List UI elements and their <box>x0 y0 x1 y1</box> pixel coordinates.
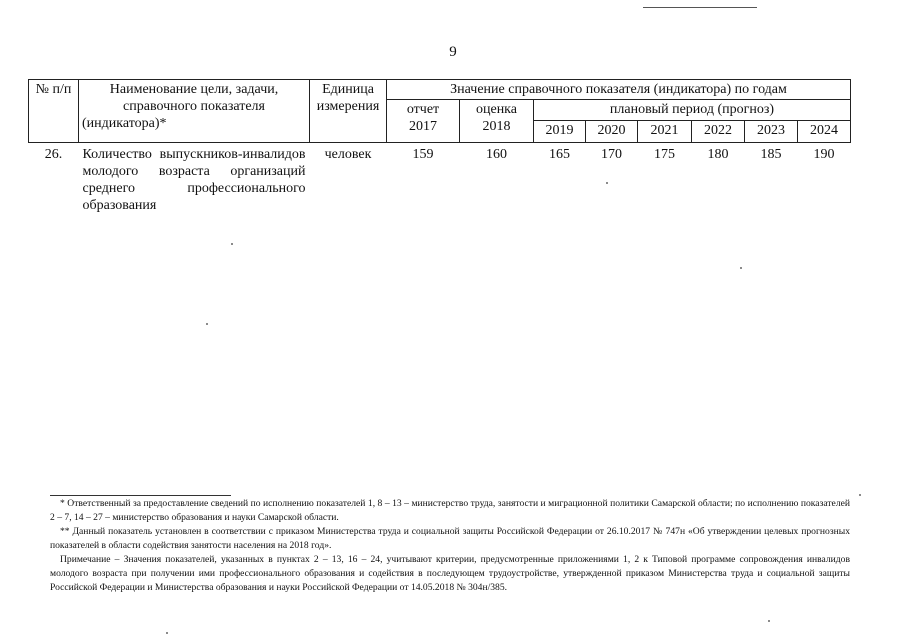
row-value-2019: 165 <box>549 147 570 162</box>
indicator-table <box>28 79 851 214</box>
header-values-group: Значение справочного показателя (индикатора) по годам <box>387 80 851 100</box>
page-number: 9 <box>449 44 457 60</box>
row-value-2018: 160 <box>486 147 507 162</box>
scan-speck <box>206 323 208 325</box>
header-unit: Единица измерения <box>310 80 387 143</box>
scan-speck <box>231 243 233 245</box>
row-value-2022: 180 <box>707 147 729 162</box>
row-value-2021: 175 <box>654 147 675 162</box>
header-report-label: отчет <box>406 102 440 117</box>
header-estimate-label: оценка <box>475 102 517 117</box>
scan-speck <box>740 267 742 269</box>
header-estimate-year: 2018 <box>482 119 511 134</box>
header-plan-group: плановый период (прогноз) <box>534 100 851 121</box>
header-name: Наименование цели, задачи, справочного показателя (индикатора)* <box>79 80 310 143</box>
scan-speck <box>606 182 608 184</box>
footnote-order: ** Данный показатель установлен в соответствии с приказом Министерства труда и социальной защиты Российской Федерации от 26.10.2017 № 747н «Об утверждении целевых прогнозных показателей в области содействия занятости населения на 2018 год». <box>50 526 850 551</box>
header-report-year: 2017 <box>409 119 437 134</box>
header-year-2022: 2022 <box>692 121 745 143</box>
header-year-2024: 2024 <box>798 121 851 143</box>
header-estimate <box>460 100 534 143</box>
row-name: Количество выпускников-инвалидов молодого возраста организаций среднего профессионального образования <box>82 147 306 213</box>
row-value-2024: 190 <box>813 147 835 162</box>
footnote-rule <box>50 495 231 496</box>
scan-speck <box>768 620 770 622</box>
footnotes <box>50 495 850 595</box>
header-year-2019: 2019 <box>534 121 586 143</box>
header-year-2020: 2020 <box>586 121 638 143</box>
table-row <box>29 143 851 215</box>
header-year-2023: 2023 <box>745 121 798 143</box>
row-value-2023: 185 <box>760 147 782 162</box>
scan-speck <box>166 632 168 634</box>
header-year-2021: 2021 <box>638 121 692 143</box>
scan-speck <box>859 494 861 496</box>
footnote-remark: Примечание – Значения показателей, указанных в пунктах 2 – 13, 16 – 24, учитывают критерии, предусмотренные приложениями 1, 2 к Типовой программе сопровождения инвалидов молодого возраста при получении ими профессионального образования и содействия в последующем трудоустройстве, утвержденной приказом Министерства труда и социальной защиты Российской Федерации и Министерства образования и науки Российской Федерации от 14.05.2018 № 304н/385. <box>50 554 850 593</box>
row-unit: человек <box>324 147 372 162</box>
header-num: № п/п <box>29 80 79 143</box>
footnote-responsible: * Ответственный за предоставление сведений по исполнению показателей 1, 8 – 13 – министерство труда, занятости и миграционной политики Самарской области; по исполнению показателей 2 – 7, 14 – 27 – министерство образования и науки Самарской области. <box>50 498 850 523</box>
row-value-2017: 159 <box>412 147 434 162</box>
header-report <box>387 100 460 143</box>
row-num: 26. <box>44 147 63 162</box>
row-value-2020: 170 <box>601 147 622 162</box>
header-rule <box>643 7 757 8</box>
